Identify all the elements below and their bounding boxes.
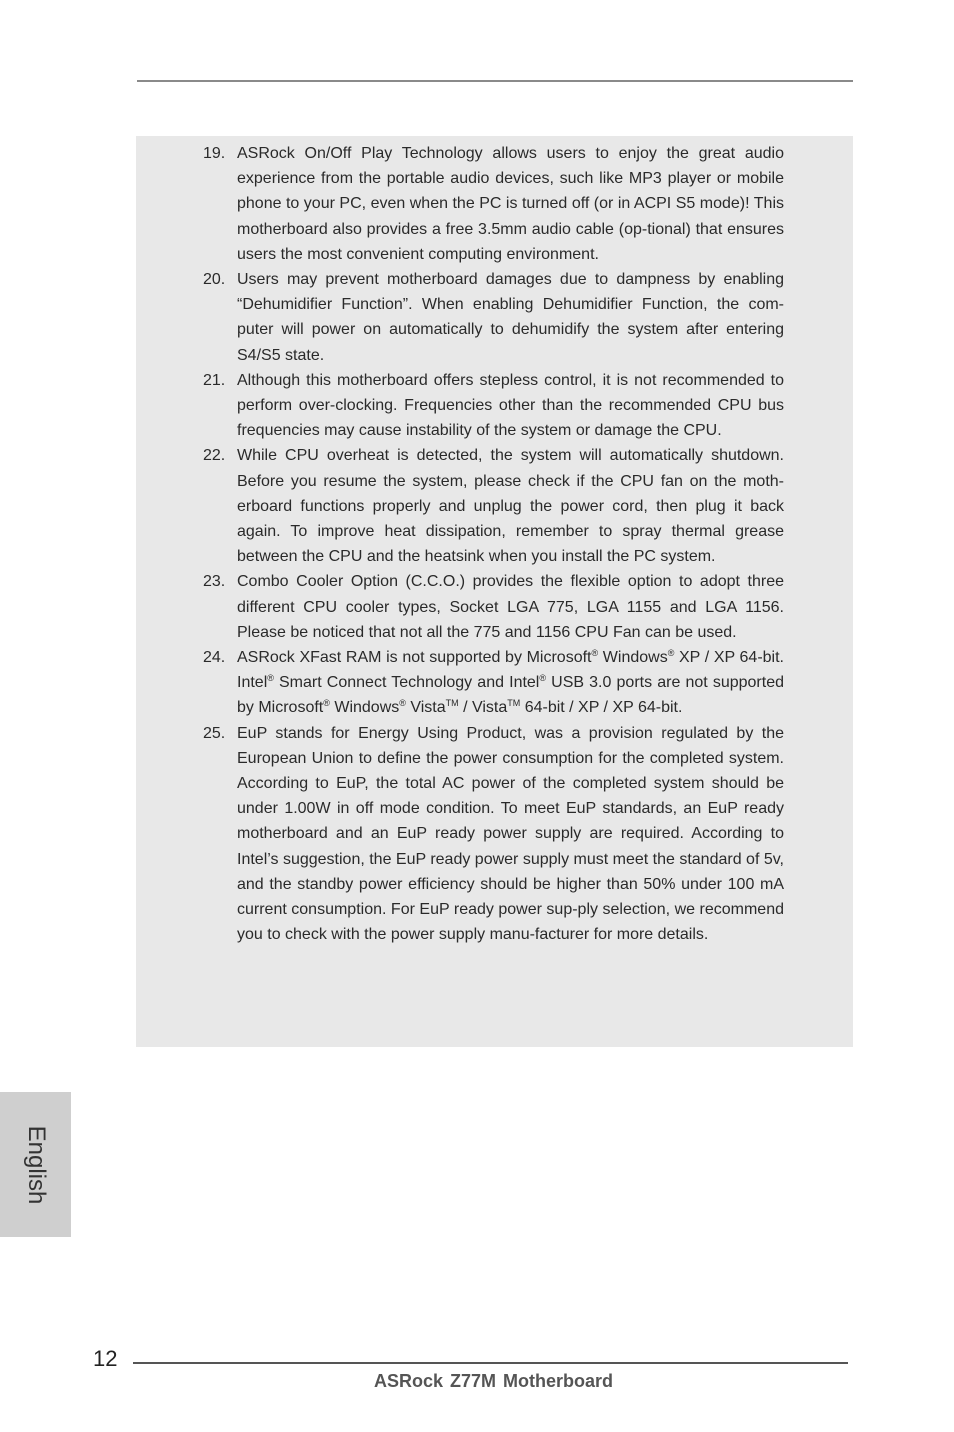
top-divider (137, 80, 853, 82)
note-item (200, 569, 784, 645)
note-number: 19. (203, 145, 226, 162)
note-item (200, 645, 784, 721)
note-item (200, 267, 784, 368)
language-label: English (22, 1125, 50, 1204)
note-text: While CPU overheat is detected, the system will automatically shutdown. Before you resume the system, please check if the CPU fan on the moth-erboard functions properly and unplug the power cord, then plug it back again. To improve heat dissipation, remember to spray thermal grease between the CPU and the heatsink when you install the PC system. (237, 447, 784, 566)
note-text: ASRock On/Off Play Technology allows users to enjoy the great audio experience from the portable audio devices, such like MP3 player or mobile phone to your PC, even when the PC is turned off (or in ACPI S5 mode)! This motherboard also provides a free 3.5mm audio cable (op-tional) that ensures users the most convenient computing environment. (237, 145, 784, 263)
bottom-divider (133, 1362, 848, 1364)
note-number: 23. (203, 573, 226, 591)
note-text: Combo Cooler Option (C.C.O.) provides the flexible option to adopt three different CPU cooler types, Socket LGA 775, LGA 1155 and LGA 1156. Please be noticed that not all the 775 and 1156 CPU Fan can be used. (237, 573, 784, 641)
note-text: ASRock XFast RAM is not supported by Microsoft® Windows® XP / XP 64-bit. Intel® Smart Connect Technology and Intel® USB 3.0 ports are not supported by Microsoft® Windows® Vista™ / Vista™ 64-bit / XP / XP 64-bit. (237, 648, 784, 717)
page-number: 12 (93, 1346, 118, 1371)
note-item (200, 141, 784, 267)
note-text: Although this motherboard offers stepless control, it is not recommended to perform over-clocking. Frequencies other than the recommended CPU bus frequencies may cause instability of the system or damage the CPU. (237, 371, 784, 440)
note-text: EuP stands for Energy Using Product, was a provision regulated by the European Union to define the power consumption for the completed system. According to EuP, the total AC power of the completed system should be under 1.00W in off mode condition. To meet EuP standards, an EuP ready motherboard and an EuP ready power supply are required. According to Intel’s suggestion, the EuP ready power supply must meet the standard of 5v, and the standby power efficiency should be higher than 50% under 100 mA current consumption. For EuP ready power sup-ply selection, we recommend you to check with the power supply manu-facturer for more details. (237, 724, 784, 944)
language-tab (0, 1092, 71, 1237)
notes-list (200, 141, 784, 948)
note-number: 20. (203, 271, 226, 289)
note-item (200, 443, 784, 569)
note-number: 21. (203, 371, 226, 389)
note-number: 22. (203, 447, 226, 465)
note-text: Users may prevent motherboard damages due to dampness by enabling “Dehumidifier Function”. When enabling Dehumidifier Function, the com-puter will power on automatically to dehumidify the system after entering S4/S5 state. (237, 271, 784, 364)
note-number: 24. (203, 649, 226, 667)
note-item (200, 368, 784, 444)
note-number: 25. (203, 724, 226, 742)
note-item (200, 721, 784, 948)
footer-title: ASRock Z77M Motherboard (374, 1371, 614, 1391)
